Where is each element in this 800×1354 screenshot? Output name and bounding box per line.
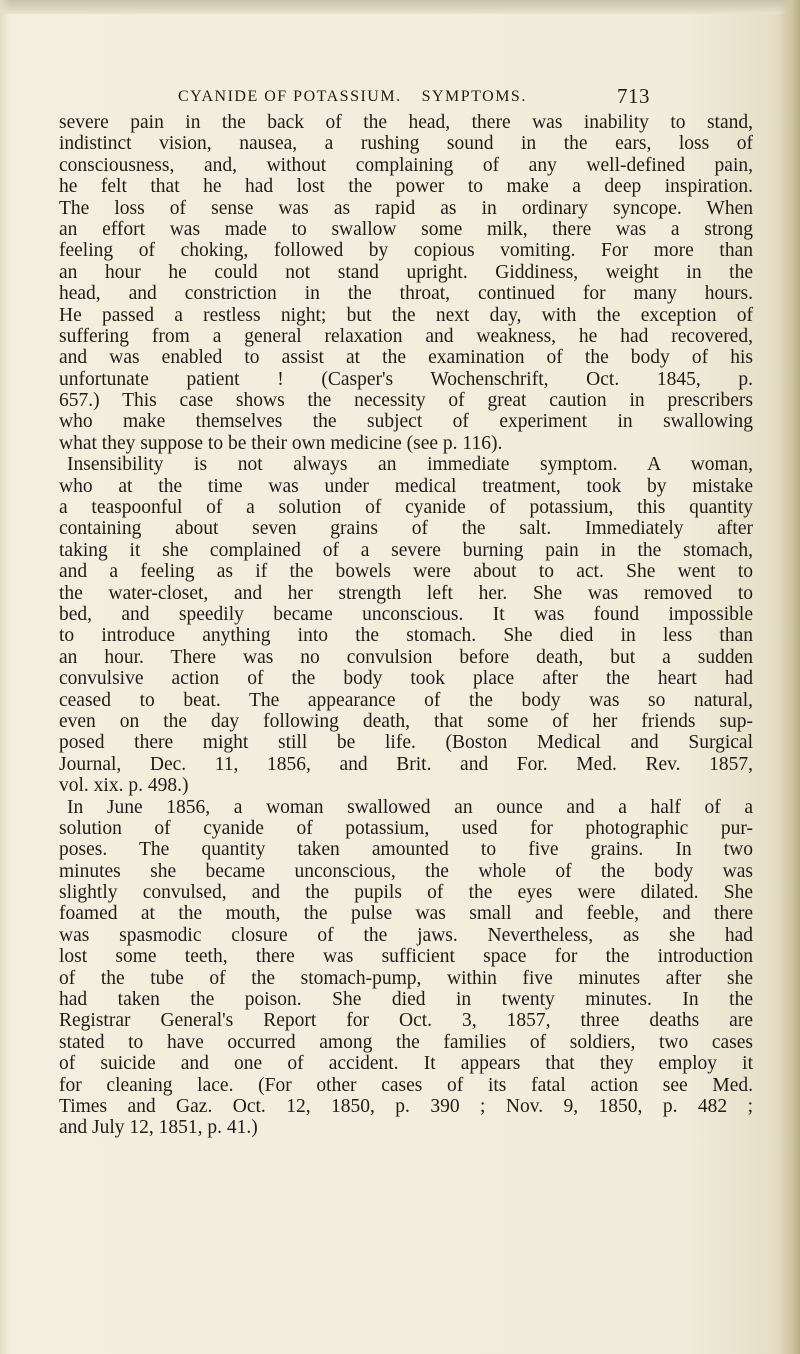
text-line: Times and Gaz. Oct. 12, 1850, p. 390 ; Nov. 9, 1850, p. 482 ; (59, 1095, 753, 1117)
text-line: foamed at the mouth, the pulse was small and feeble, and there (59, 903, 753, 925)
text-line: what they suppose to be their own medicine (see p. 116). (59, 432, 503, 454)
page-left-edge (0, 0, 10, 1354)
text-line: a teaspoonful of a solution of cyanide of potassium, this quantity (59, 497, 753, 519)
text-line: an effort was made to swallow some milk, there was a strong (59, 218, 753, 240)
text-line: containing about seven grains of the salt. Immediately after (59, 518, 753, 540)
text-line: convulsive action of the body took place after the heart had (59, 668, 753, 690)
text-line: of suicide and one of accident. It appears that they employ it (59, 1053, 753, 1075)
text-line: He passed a restless night; but the next day, with the exception of (59, 304, 753, 326)
body-text (59, 112, 753, 1139)
text-line: stated to have occurred among the families of soldiers, two cases (59, 1031, 753, 1053)
text-line: 657.) This case shows the necessity of great caution in prescribers (59, 390, 753, 412)
text-line: unfortunate patient ! (Casper's Wochenschrift, Oct. 1845, p. (59, 368, 753, 390)
text-line: suffering from a general relaxation and weakness, he had recovered, (59, 325, 753, 347)
text-line: ceased to beat. The appearance of the body was so natural, (59, 689, 753, 711)
text-line: and was enabled to assist at the examination of the body of his (59, 347, 753, 369)
text-line: slightly convulsed, and the pupils of the eyes were dilated. She (59, 882, 753, 904)
text-line: posed there might still be life. (Boston Medical and Surgical (59, 732, 753, 754)
page-top-edge (0, 0, 800, 14)
text-line: Registrar General's Report for Oct. 3, 1857, three deaths are (59, 1010, 753, 1032)
text-line: who make themselves the subject of experiment in swallowing (59, 411, 753, 433)
text-line: In June 1856, a woman swallowed an ounce and a half of a (67, 796, 753, 818)
text-line: The loss of sense was as rapid as in ordinary syncope. When (59, 197, 753, 219)
text-line: for cleaning lace. (For other cases of its fatal action see Med. (59, 1074, 753, 1096)
text-line: indistinct vision, nausea, a rushing sound in the ears, loss of (59, 133, 753, 155)
text-line: bed, and speedily became unconscious. It was found impossible (59, 603, 753, 625)
running-title-left: CYANIDE OF POTASSIUM. (178, 88, 402, 105)
text-line: of the tube of the stomach-pump, within five minutes after she (59, 967, 753, 989)
text-line: Insensibility is not always an immediate symptom. A woman, (67, 454, 753, 476)
text-line: and July 12, 1851, p. 41.) (59, 1117, 258, 1139)
text-line: head, and constriction in the throat, continued for many hours. (59, 283, 753, 305)
text-line: severe pain in the back of the head, there was inability to stand, (59, 112, 753, 133)
text-line: minutes she became unconscious, the whole of the body was (59, 860, 753, 882)
text-line: and a feeling as if the bowels were about to act. She went to (59, 561, 753, 583)
running-title-right: SYMPTOMS. (421, 88, 527, 105)
text-line: poses. The quantity taken amounted to five grains. In two (59, 839, 753, 861)
text-line: had taken the poison. She died in twenty minutes. In the (59, 989, 753, 1011)
text-line: he felt that he had lost the power to make a deep inspiration. (59, 176, 753, 198)
text-line: who at the time was under medical treatment, took by mistake (59, 475, 753, 497)
text-line: vol. xix. p. 498.) (59, 775, 189, 797)
text-line: solution of cyanide of potassium, used for photographic pur- (59, 817, 753, 839)
text-line: even on the day following death, that some of her friends sup- (59, 710, 753, 732)
running-head (178, 88, 658, 106)
page-right-edge (778, 0, 800, 1354)
text-line: an hour. There was no convulsion before death, but a sudden (59, 646, 753, 668)
text-line: consciousness, and, without complaining of any well-defined pain, (59, 154, 753, 176)
text-line: feeling of choking, followed by copious vomiting. For more than (59, 240, 753, 262)
text-line: Journal, Dec. 11, 1856, and Brit. and For. Med. Rev. 1857, (59, 753, 753, 775)
text-line: lost some teeth, there was sufficient space for the introduction (59, 946, 753, 968)
text-line: was spasmodic closure of the jaws. Nevertheless, as she had (59, 924, 753, 946)
page-number: 713 (617, 84, 650, 108)
text-line: to introduce anything into the stomach. She died in less than (59, 625, 753, 647)
text-line: the water-closet, and her strength left her. She was removed to (59, 582, 753, 604)
text-line: taking it she complained of a severe burning pain in the stomach, (59, 539, 753, 561)
text-line: an hour he could not stand upright. Giddiness, weight in the (59, 261, 753, 283)
